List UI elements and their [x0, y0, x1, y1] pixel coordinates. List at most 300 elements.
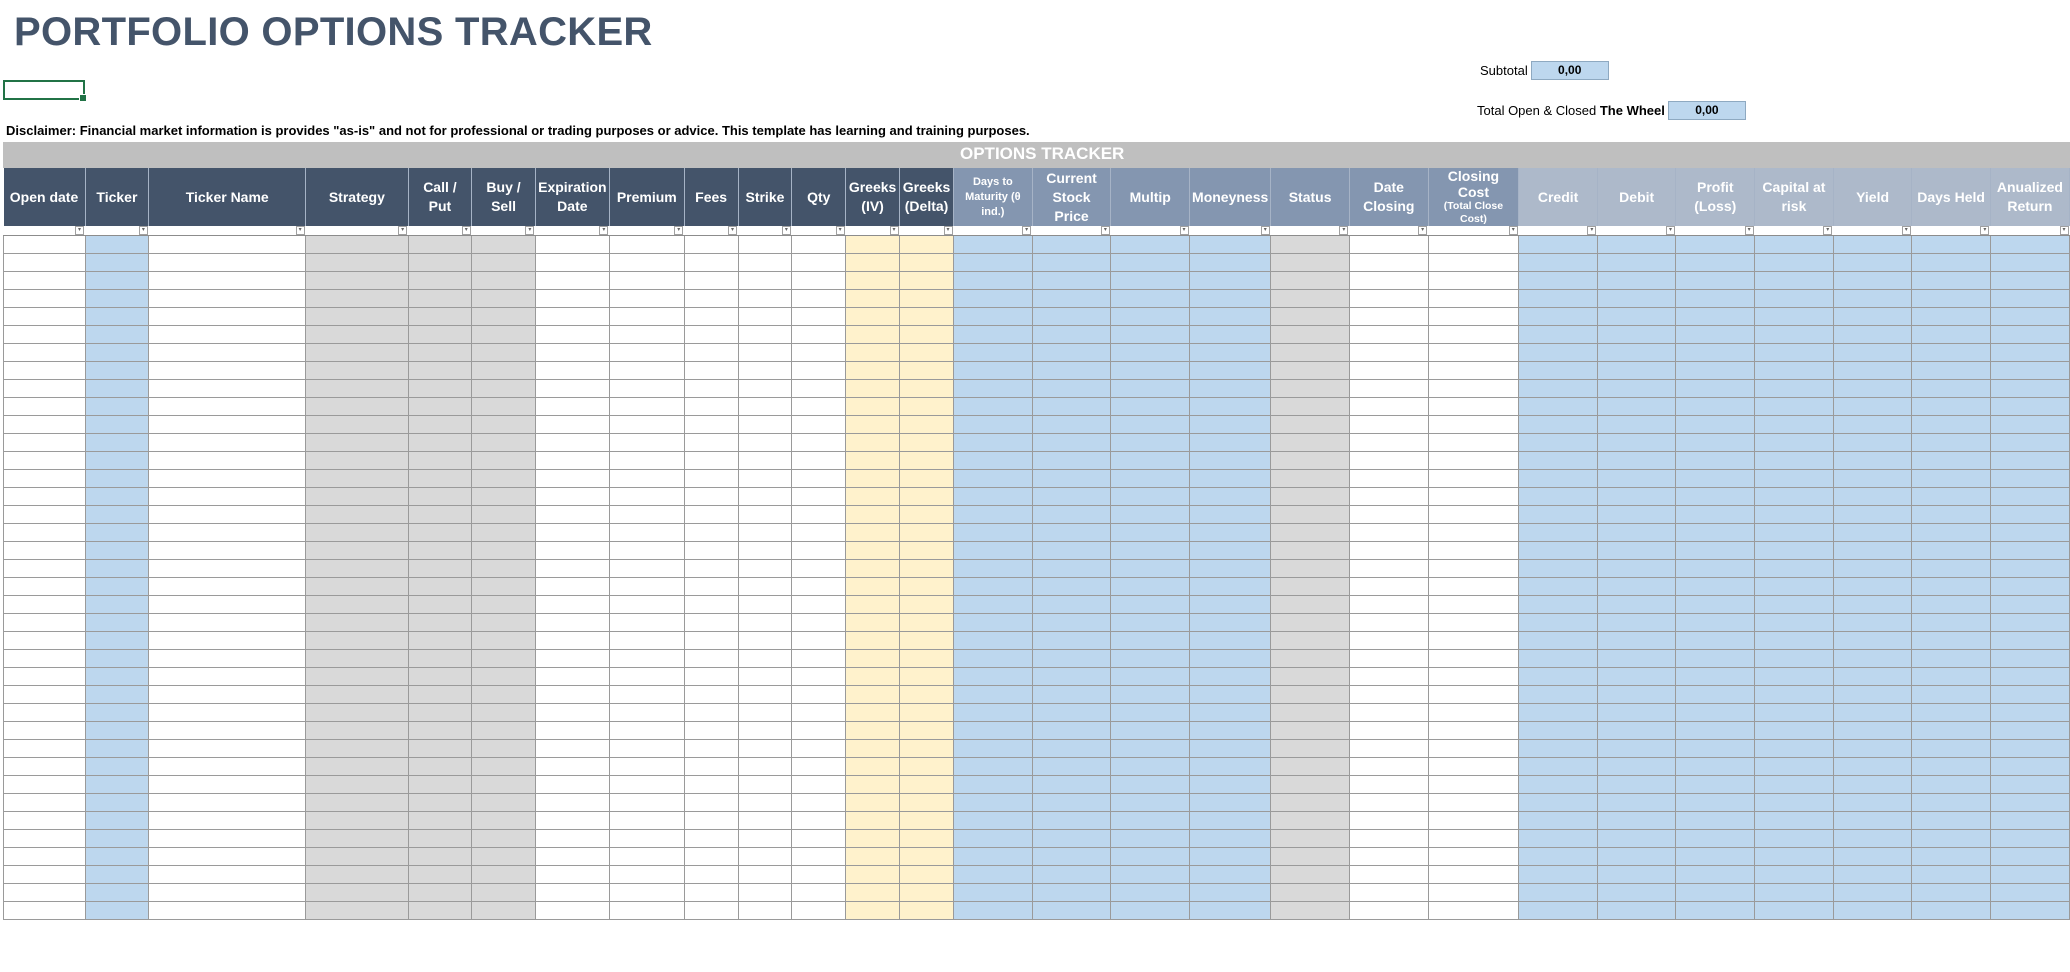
table-cell[interactable] — [846, 380, 900, 398]
table-cell[interactable] — [4, 398, 86, 416]
table-cell[interactable] — [900, 560, 954, 578]
table-cell[interactable] — [684, 362, 738, 380]
table-cell[interactable] — [408, 902, 472, 920]
table-cell[interactable] — [1190, 506, 1271, 524]
table-cell[interactable] — [1519, 632, 1598, 650]
table-cell[interactable] — [609, 614, 684, 632]
table-cell[interactable] — [408, 506, 472, 524]
table-cell[interactable] — [609, 470, 684, 488]
table-cell[interactable] — [1519, 578, 1598, 596]
table-cell[interactable] — [738, 290, 792, 308]
table-cell[interactable] — [4, 668, 86, 686]
table-cell[interactable] — [408, 236, 472, 254]
table-cell[interactable] — [1111, 524, 1190, 542]
table-cell[interactable] — [900, 884, 954, 902]
table-cell[interactable] — [1519, 758, 1598, 776]
table-cell[interactable] — [1032, 812, 1111, 830]
table-cell[interactable] — [738, 722, 792, 740]
table-cell[interactable] — [472, 866, 536, 884]
table-cell[interactable] — [1676, 902, 1755, 920]
table-cell[interactable] — [954, 506, 1033, 524]
column-header[interactable] — [85, 168, 149, 226]
filter-dropdown-icon[interactable]: ▾ — [674, 226, 683, 235]
table-cell[interactable] — [1597, 758, 1676, 776]
table-cell[interactable] — [954, 812, 1033, 830]
table-cell[interactable] — [1519, 650, 1598, 668]
table-cell[interactable] — [1912, 290, 1991, 308]
table-cell[interactable] — [1990, 794, 2069, 812]
table-cell[interactable] — [85, 488, 149, 506]
table-cell[interactable] — [306, 470, 409, 488]
table-cell[interactable] — [846, 308, 900, 326]
table-cell[interactable] — [684, 830, 738, 848]
table-cell[interactable] — [306, 758, 409, 776]
table-cell[interactable] — [792, 722, 846, 740]
table-cell[interactable] — [408, 722, 472, 740]
table-cell[interactable] — [846, 830, 900, 848]
table-cell[interactable] — [1912, 506, 1991, 524]
table-cell[interactable] — [1597, 578, 1676, 596]
table-cell[interactable] — [85, 686, 149, 704]
table-cell[interactable] — [149, 524, 306, 542]
table-cell[interactable] — [1833, 488, 1912, 506]
table-cell[interactable] — [684, 344, 738, 362]
table-cell[interactable] — [900, 362, 954, 380]
table-cell[interactable] — [609, 848, 684, 866]
table-cell[interactable] — [1190, 704, 1271, 722]
table-cell[interactable] — [1271, 722, 1350, 740]
table-cell[interactable] — [535, 506, 609, 524]
table-cell[interactable] — [792, 506, 846, 524]
table-cell[interactable] — [1111, 308, 1190, 326]
table-cell[interactable] — [900, 902, 954, 920]
active-cell-selection[interactable] — [3, 80, 85, 100]
table-cell[interactable] — [1990, 362, 2069, 380]
table-cell[interactable] — [1912, 776, 1991, 794]
table-cell[interactable] — [1190, 812, 1271, 830]
table-cell[interactable] — [1912, 236, 1991, 254]
table-cell[interactable] — [408, 704, 472, 722]
table-cell[interactable] — [1428, 254, 1519, 272]
table-cell[interactable] — [1349, 614, 1428, 632]
table-cell[interactable] — [1833, 794, 1912, 812]
table-cell[interactable] — [1990, 236, 2069, 254]
table-cell[interactable] — [1676, 326, 1755, 344]
table-cell[interactable] — [85, 632, 149, 650]
table-cell[interactable] — [1755, 650, 1834, 668]
table-cell[interactable] — [1271, 668, 1350, 686]
table-cell[interactable] — [1755, 380, 1834, 398]
table-cell[interactable] — [1111, 578, 1190, 596]
table-cell[interactable] — [1676, 380, 1755, 398]
table-cell[interactable] — [846, 452, 900, 470]
table-cell[interactable] — [792, 452, 846, 470]
table-cell[interactable] — [535, 884, 609, 902]
table-cell[interactable] — [1990, 902, 2069, 920]
table-cell[interactable] — [1190, 290, 1271, 308]
table-cell[interactable] — [1912, 758, 1991, 776]
table-cell[interactable] — [738, 470, 792, 488]
table-cell[interactable] — [1676, 290, 1755, 308]
column-header[interactable] — [1519, 168, 1598, 226]
table-cell[interactable] — [684, 560, 738, 578]
table-cell[interactable] — [85, 398, 149, 416]
table-cell[interactable] — [472, 416, 536, 434]
table-cell[interactable] — [1349, 794, 1428, 812]
table-cell[interactable] — [1190, 488, 1271, 506]
table-cell[interactable] — [1833, 848, 1912, 866]
table-cell[interactable] — [1597, 398, 1676, 416]
table-cell[interactable] — [1349, 902, 1428, 920]
table-cell[interactable] — [684, 812, 738, 830]
filter-dropdown-icon[interactable]: ▾ — [1509, 226, 1518, 235]
table-cell[interactable] — [1755, 776, 1834, 794]
filter-dropdown-icon[interactable]: ▾ — [1101, 226, 1110, 235]
table-cell[interactable] — [85, 884, 149, 902]
table-cell[interactable] — [684, 740, 738, 758]
table-cell[interactable] — [85, 470, 149, 488]
table-cell[interactable] — [738, 362, 792, 380]
table-cell[interactable] — [1519, 776, 1598, 794]
table-cell[interactable] — [535, 254, 609, 272]
table-cell[interactable] — [1032, 524, 1111, 542]
table-cell[interactable] — [1271, 362, 1350, 380]
filter-dropdown-icon[interactable]: ▾ — [836, 226, 845, 235]
table-cell[interactable] — [1676, 254, 1755, 272]
table-cell[interactable] — [535, 668, 609, 686]
table-cell[interactable] — [472, 902, 536, 920]
table-cell[interactable] — [846, 326, 900, 344]
table-cell[interactable] — [738, 686, 792, 704]
table-cell[interactable] — [1032, 704, 1111, 722]
table-cell[interactable] — [684, 902, 738, 920]
table-cell[interactable] — [1271, 686, 1350, 704]
table-cell[interactable] — [1271, 380, 1350, 398]
table-cell[interactable] — [1428, 524, 1519, 542]
column-header[interactable] — [1271, 168, 1350, 226]
table-cell[interactable] — [149, 560, 306, 578]
table-cell[interactable] — [1349, 632, 1428, 650]
table-cell[interactable] — [85, 668, 149, 686]
table-cell[interactable] — [149, 236, 306, 254]
table-cell[interactable] — [792, 488, 846, 506]
table-cell[interactable] — [1597, 560, 1676, 578]
table-cell[interactable] — [609, 722, 684, 740]
table-cell[interactable] — [306, 380, 409, 398]
table-cell[interactable] — [1111, 794, 1190, 812]
table-cell[interactable] — [1833, 740, 1912, 758]
table-cell[interactable] — [306, 560, 409, 578]
table-cell[interactable] — [609, 632, 684, 650]
table-cell[interactable] — [1676, 812, 1755, 830]
table-cell[interactable] — [1111, 596, 1190, 614]
table-cell[interactable] — [4, 758, 86, 776]
table-cell[interactable] — [1755, 362, 1834, 380]
table-cell[interactable] — [535, 236, 609, 254]
column-header[interactable] — [1990, 168, 2069, 226]
table-cell[interactable] — [900, 758, 954, 776]
table-cell[interactable] — [1271, 758, 1350, 776]
table-cell[interactable] — [85, 776, 149, 794]
table-cell[interactable] — [954, 740, 1033, 758]
column-header[interactable] — [472, 168, 536, 226]
table-cell[interactable] — [408, 308, 472, 326]
table-cell[interactable] — [1428, 380, 1519, 398]
table-cell[interactable] — [1755, 848, 1834, 866]
table-cell[interactable] — [472, 290, 536, 308]
table-cell[interactable] — [684, 758, 738, 776]
table-cell[interactable] — [85, 380, 149, 398]
table-cell[interactable] — [609, 884, 684, 902]
table-cell[interactable] — [1676, 794, 1755, 812]
table-cell[interactable] — [1519, 506, 1598, 524]
table-cell[interactable] — [954, 344, 1033, 362]
table-cell[interactable] — [1428, 740, 1519, 758]
table-cell[interactable] — [684, 236, 738, 254]
table-cell[interactable] — [1990, 506, 2069, 524]
table-cell[interactable] — [954, 686, 1033, 704]
table-cell[interactable] — [900, 740, 954, 758]
table-cell[interactable] — [1990, 722, 2069, 740]
table-cell[interactable] — [954, 380, 1033, 398]
table-cell[interactable] — [1597, 344, 1676, 362]
table-cell[interactable] — [1271, 776, 1350, 794]
table-cell[interactable] — [1032, 740, 1111, 758]
filter-dropdown-icon[interactable]: ▾ — [1980, 226, 1989, 235]
table-cell[interactable] — [684, 416, 738, 434]
table-cell[interactable] — [1111, 506, 1190, 524]
table-cell[interactable] — [1428, 452, 1519, 470]
table-cell[interactable] — [1990, 290, 2069, 308]
table-cell[interactable] — [1597, 812, 1676, 830]
filter-dropdown-icon[interactable]: ▾ — [1418, 226, 1427, 235]
table-cell[interactable] — [954, 866, 1033, 884]
table-cell[interactable] — [149, 614, 306, 632]
table-cell[interactable] — [738, 650, 792, 668]
table-cell[interactable] — [149, 452, 306, 470]
table-cell[interactable] — [1190, 884, 1271, 902]
column-header[interactable] — [4, 168, 86, 226]
table-cell[interactable] — [1990, 650, 2069, 668]
table-cell[interactable] — [1912, 560, 1991, 578]
table-cell[interactable] — [408, 632, 472, 650]
table-cell[interactable] — [1990, 686, 2069, 704]
table-cell[interactable] — [1111, 668, 1190, 686]
table-cell[interactable] — [738, 452, 792, 470]
table-cell[interactable] — [954, 794, 1033, 812]
table-cell[interactable] — [1349, 560, 1428, 578]
table-cell[interactable] — [738, 668, 792, 686]
table-cell[interactable] — [1349, 236, 1428, 254]
table-cell[interactable] — [1271, 596, 1350, 614]
table-cell[interactable] — [846, 506, 900, 524]
table-cell[interactable] — [1990, 596, 2069, 614]
table-cell[interactable] — [1190, 344, 1271, 362]
table-cell[interactable] — [1349, 848, 1428, 866]
table-cell[interactable] — [738, 812, 792, 830]
table-cell[interactable] — [738, 308, 792, 326]
table-cell[interactable] — [846, 740, 900, 758]
table-cell[interactable] — [535, 650, 609, 668]
table-cell[interactable] — [85, 506, 149, 524]
table-cell[interactable] — [1755, 866, 1834, 884]
table-cell[interactable] — [738, 488, 792, 506]
table-cell[interactable] — [1032, 668, 1111, 686]
table-cell[interactable] — [1833, 902, 1912, 920]
table-cell[interactable] — [535, 326, 609, 344]
table-cell[interactable] — [1676, 434, 1755, 452]
table-cell[interactable] — [846, 416, 900, 434]
table-cell[interactable] — [1190, 578, 1271, 596]
table-cell[interactable] — [1912, 740, 1991, 758]
table-cell[interactable] — [1990, 830, 2069, 848]
table-cell[interactable] — [1428, 362, 1519, 380]
table-cell[interactable] — [792, 884, 846, 902]
table-cell[interactable] — [1833, 506, 1912, 524]
table-cell[interactable] — [306, 686, 409, 704]
table-cell[interactable] — [684, 884, 738, 902]
fill-handle[interactable] — [79, 94, 87, 102]
table-cell[interactable] — [954, 776, 1033, 794]
table-cell[interactable] — [1428, 686, 1519, 704]
column-header[interactable] — [408, 168, 472, 226]
table-cell[interactable] — [85, 578, 149, 596]
table-cell[interactable] — [1428, 902, 1519, 920]
table-cell[interactable] — [1428, 344, 1519, 362]
table-cell[interactable] — [1833, 614, 1912, 632]
table-cell[interactable] — [1032, 758, 1111, 776]
table-cell[interactable] — [792, 614, 846, 632]
filter-dropdown-icon[interactable]: ▾ — [139, 226, 148, 235]
table-cell[interactable] — [900, 614, 954, 632]
table-cell[interactable] — [1990, 344, 2069, 362]
table-cell[interactable] — [1990, 812, 2069, 830]
table-cell[interactable] — [954, 398, 1033, 416]
table-cell[interactable] — [1755, 542, 1834, 560]
table-cell[interactable] — [1676, 632, 1755, 650]
table-cell[interactable] — [408, 884, 472, 902]
table-cell[interactable] — [535, 614, 609, 632]
table-cell[interactable] — [1271, 632, 1350, 650]
table-cell[interactable] — [1111, 434, 1190, 452]
table-cell[interactable] — [1676, 308, 1755, 326]
filter-dropdown-icon[interactable]: ▾ — [525, 226, 534, 235]
table-cell[interactable] — [1833, 470, 1912, 488]
table-cell[interactable] — [535, 344, 609, 362]
table-cell[interactable] — [472, 506, 536, 524]
table-cell[interactable] — [408, 830, 472, 848]
table-cell[interactable] — [306, 902, 409, 920]
table-cell[interactable] — [1428, 884, 1519, 902]
table-cell[interactable] — [954, 902, 1033, 920]
table-cell[interactable] — [408, 596, 472, 614]
table-cell[interactable] — [1519, 434, 1598, 452]
table-cell[interactable] — [1271, 560, 1350, 578]
table-cell[interactable] — [846, 362, 900, 380]
table-cell[interactable] — [1428, 272, 1519, 290]
table-cell[interactable] — [846, 470, 900, 488]
table-cell[interactable] — [609, 254, 684, 272]
table-cell[interactable] — [149, 362, 306, 380]
table-cell[interactable] — [1032, 884, 1111, 902]
table-cell[interactable] — [1597, 830, 1676, 848]
table-cell[interactable] — [900, 578, 954, 596]
table-cell[interactable] — [954, 578, 1033, 596]
column-header[interactable] — [1111, 168, 1190, 226]
table-cell[interactable] — [1597, 686, 1676, 704]
table-cell[interactable] — [1349, 272, 1428, 290]
table-cell[interactable] — [846, 254, 900, 272]
table-cell[interactable] — [1755, 398, 1834, 416]
table-cell[interactable] — [1349, 308, 1428, 326]
table-cell[interactable] — [1597, 416, 1676, 434]
table-cell[interactable] — [1190, 686, 1271, 704]
table-cell[interactable] — [1271, 272, 1350, 290]
table-cell[interactable] — [1271, 542, 1350, 560]
table-cell[interactable] — [1111, 488, 1190, 506]
table-cell[interactable] — [4, 362, 86, 380]
table-cell[interactable] — [1755, 578, 1834, 596]
table-cell[interactable] — [535, 524, 609, 542]
table-cell[interactable] — [1349, 740, 1428, 758]
table-cell[interactable] — [1271, 344, 1350, 362]
table-cell[interactable] — [1428, 758, 1519, 776]
table-cell[interactable] — [738, 380, 792, 398]
table-cell[interactable] — [149, 632, 306, 650]
table-cell[interactable] — [684, 776, 738, 794]
table-cell[interactable] — [1912, 254, 1991, 272]
table-cell[interactable] — [738, 704, 792, 722]
table-cell[interactable] — [149, 776, 306, 794]
column-header[interactable] — [149, 168, 306, 226]
table-cell[interactable] — [900, 272, 954, 290]
table-cell[interactable] — [1912, 542, 1991, 560]
table-cell[interactable] — [1428, 236, 1519, 254]
table-cell[interactable] — [149, 740, 306, 758]
table-cell[interactable] — [1912, 848, 1991, 866]
table-cell[interactable] — [1990, 470, 2069, 488]
table-cell[interactable] — [149, 308, 306, 326]
filter-dropdown-icon[interactable]: ▾ — [728, 226, 737, 235]
table-cell[interactable] — [684, 506, 738, 524]
table-cell[interactable] — [1833, 668, 1912, 686]
table-cell[interactable] — [1519, 830, 1598, 848]
table-cell[interactable] — [1597, 596, 1676, 614]
table-cell[interactable] — [1755, 236, 1834, 254]
table-cell[interactable] — [472, 722, 536, 740]
filter-dropdown-icon[interactable]: ▾ — [1180, 226, 1189, 235]
table-cell[interactable] — [900, 506, 954, 524]
filter-dropdown-icon[interactable]: ▾ — [462, 226, 471, 235]
column-header[interactable] — [846, 168, 900, 226]
column-header[interactable] — [792, 168, 846, 226]
table-cell[interactable] — [1755, 470, 1834, 488]
table-cell[interactable] — [1597, 506, 1676, 524]
table-cell[interactable] — [684, 290, 738, 308]
table-cell[interactable] — [1597, 740, 1676, 758]
table-cell[interactable] — [472, 650, 536, 668]
table-cell[interactable] — [4, 830, 86, 848]
table-cell[interactable] — [738, 524, 792, 542]
table-cell[interactable] — [1676, 578, 1755, 596]
table-cell[interactable] — [684, 470, 738, 488]
table-cell[interactable] — [1597, 704, 1676, 722]
table-cell[interactable] — [1833, 758, 1912, 776]
table-cell[interactable] — [1597, 470, 1676, 488]
table-cell[interactable] — [846, 560, 900, 578]
table-cell[interactable] — [1519, 596, 1598, 614]
table-cell[interactable] — [85, 794, 149, 812]
